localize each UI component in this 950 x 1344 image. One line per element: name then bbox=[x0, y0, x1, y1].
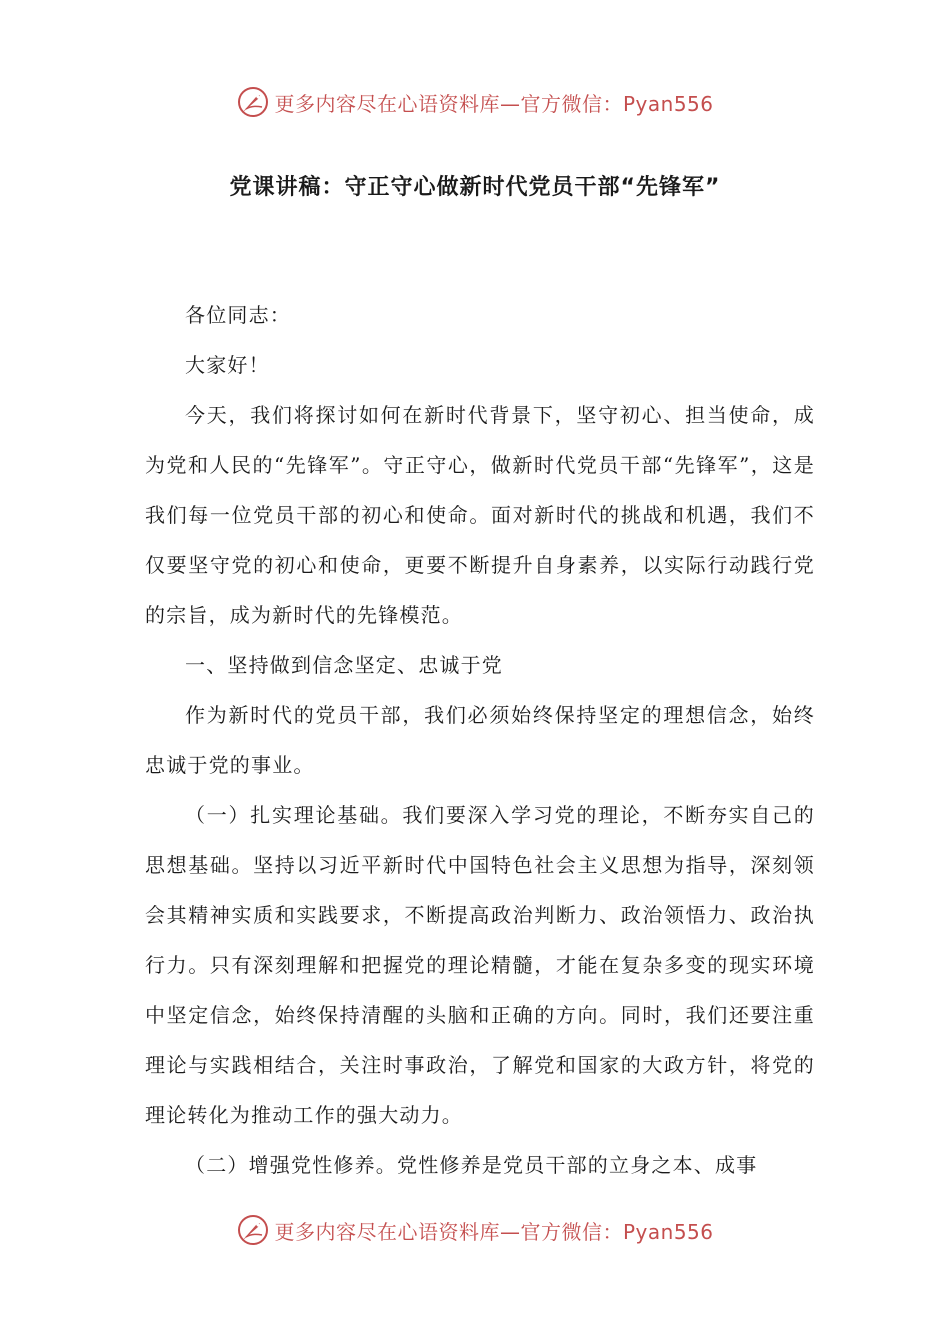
paragraph-subsection-2: （二）增强党性修养。党性修养是党员干部的立身之本、成事 bbox=[185, 1153, 758, 1177]
watermark-text: 更多内容尽在心语资料库—官方微信：Pyan556 bbox=[274, 1219, 714, 1244]
watermark-text: 更多内容尽在心语资料库—官方微信：Pyan556 bbox=[274, 91, 714, 116]
paragraph-section-1-lead: 作为新时代的党员干部，我们必须始终保持坚定的理想信念，始终忠诚于党的事业。 bbox=[145, 703, 815, 777]
watermark-footer bbox=[0, 1208, 950, 1252]
paragraph-salutation: 各位同志： bbox=[185, 303, 291, 327]
pen-nib-logo-icon bbox=[236, 1213, 270, 1247]
document-title: 党课讲稿：守正守心做新时代党员干部“先锋军” bbox=[229, 175, 721, 200]
document-body bbox=[145, 290, 815, 1190]
paragraph-subsection-1: （一）扎实理论基础。我们要深入学习党的理论，不断夯实自己的思想基础。坚持以习近平新时代中国特色社会主义思想为指导，深刻领会其精神实质和实践要求，不断提高政治判断力、政治领悟力、政治执行力。只有深刻理解和把握党的理论精髓，才能在复杂多变的现实环境中坚定信念，始终保持清醒的头脑和正确的方向。同时，我们还要注重理论与实践相结合，关注时事政治，了解党和国家的大政方针，将党的理论转化为推动工作的强大动力。 bbox=[145, 803, 815, 1127]
pen-nib-logo-icon bbox=[236, 85, 270, 119]
watermark-header bbox=[0, 80, 950, 124]
paragraph-greeting: 大家好！ bbox=[185, 353, 270, 377]
section-heading-1: 一、坚持做到信念坚定、忠诚于党 bbox=[185, 653, 503, 677]
paragraph-intro: 今天，我们将探讨如何在新时代背景下，坚守初心、担当使命，成为党和人民的“先锋军”。守正守心，做新时代党员干部“先锋军”，这是我们每一位党员干部的初心和使命。面对新时代的挑战和机遇，我们不仅要坚守党的初心和使命，更要不断提升自身素养，以实际行动践行党的宗旨，成为新时代的先锋模范。 bbox=[145, 403, 815, 627]
